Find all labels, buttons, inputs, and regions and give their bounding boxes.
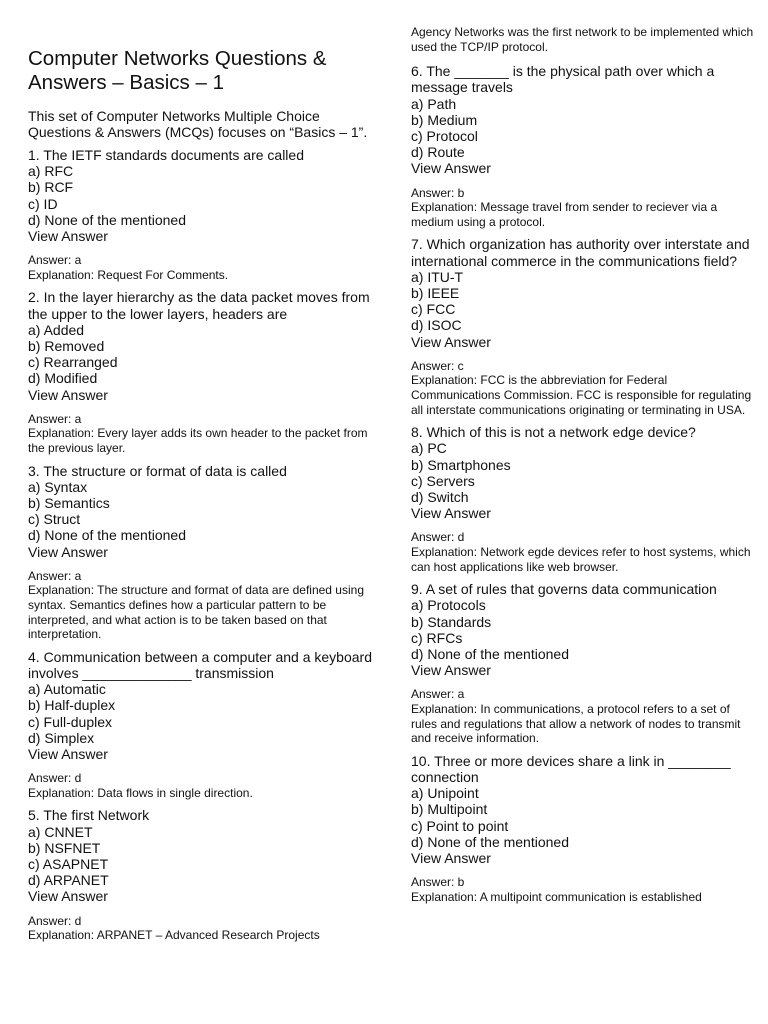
answer-option: b) Multipoint bbox=[411, 801, 488, 818]
view-answer-link[interactable]: View Answer bbox=[411, 662, 491, 679]
answer-text: Answer: d bbox=[411, 530, 465, 545]
answer-option: d) None of the mentioned bbox=[28, 211, 186, 228]
view-answer-link[interactable]: View Answer bbox=[28, 746, 108, 763]
answer-option: b) Smartphones bbox=[411, 456, 511, 473]
answer-option: d) ISOC bbox=[411, 317, 462, 334]
continued-explanation: Agency Networks was the first network to be implemented which used the TCP/IP protocol. bbox=[411, 25, 754, 54]
answer-text: Answer: a bbox=[28, 253, 82, 268]
question-stem: 2. In the layer hierarchy as the data packet moves from the upper to the lower layers, headers are bbox=[28, 289, 370, 322]
question-stem: 6. The _______ is the physical path over which a message travels bbox=[411, 63, 715, 96]
question-stem: 7. Which organization has authority over interstate and international commerce in the communications field? bbox=[411, 236, 750, 269]
answer-option: c) RFCs bbox=[411, 629, 463, 646]
answer-option: d) None of the mentioned bbox=[28, 527, 186, 544]
question-block bbox=[411, 236, 756, 417]
answer-option: a) Automatic bbox=[28, 681, 106, 698]
question-block bbox=[411, 63, 756, 229]
answer-option: c) Rearranged bbox=[28, 354, 118, 371]
explanation-text: Explanation: Data flows in single direction. bbox=[28, 785, 253, 800]
answer-option: a) CNNET bbox=[28, 823, 93, 840]
question-block bbox=[411, 753, 756, 905]
question-block bbox=[28, 463, 373, 642]
page-title: Computer Networks Questions & Answers – Basics – 1 bbox=[28, 47, 327, 94]
answer-option: c) Protocol bbox=[411, 128, 478, 144]
answer-text: Answer: a bbox=[411, 687, 465, 702]
answer-option: b) Medium bbox=[411, 111, 478, 128]
answer-text: Answer: d bbox=[28, 771, 82, 786]
intro-text: This set of Computer Networks Multiple Choice Questions & Answers (MCQs) focuses on “Basics – 1”. bbox=[28, 108, 368, 140]
answer-option: b) NSFNET bbox=[28, 839, 101, 856]
answer-option: b) Semantics bbox=[28, 495, 110, 512]
answer-option: d) Simplex bbox=[28, 729, 95, 746]
answer-option: d) Modified bbox=[28, 370, 98, 387]
answer-text: Answer: a bbox=[28, 568, 82, 583]
view-answer-link[interactable]: View Answer bbox=[411, 505, 491, 522]
answer-option: a) Syntax bbox=[28, 478, 88, 495]
answer-option: b) Half-duplex bbox=[28, 697, 116, 714]
view-answer-link[interactable]: View Answer bbox=[411, 333, 491, 350]
answer-option: a) Unipoint bbox=[411, 785, 479, 802]
question-block bbox=[28, 807, 373, 942]
answer-option: d) ARPANET bbox=[28, 872, 109, 889]
explanation-text: Explanation: Every layer adds its own header to the packet from the previous layer. bbox=[28, 426, 368, 456]
explanation-text: Explanation: FCC is the abbreviation for Federal Communications Commission. FCC is responsible for regulating all interstate communications originating or terminating in USA. bbox=[411, 373, 752, 417]
answer-option: d) None of the mentioned bbox=[411, 646, 569, 662]
answer-text: Answer: b bbox=[411, 875, 465, 890]
question-block bbox=[411, 424, 756, 574]
view-answer-link[interactable]: View Answer bbox=[411, 160, 491, 177]
answer-text: Answer: b bbox=[411, 185, 465, 200]
question-stem: 1. The IETF standards documents are called bbox=[28, 147, 304, 163]
view-answer-link[interactable]: View Answer bbox=[28, 543, 108, 560]
explanation-text: Explanation: Network egde devices refer to host systems, which can host applications like web browser. bbox=[411, 545, 751, 574]
question-stem: 5. The first Network bbox=[28, 807, 150, 824]
explanation-text: Explanation: In communications, a protocol refers to a set of rules and regulations that allow a network of nodes to transmit and receive information. bbox=[411, 702, 741, 746]
question-stem: 3. The structure or format of data is called bbox=[28, 462, 287, 479]
explanation-text: Explanation: Message travel from sender to reciever via a medium using a protocol. bbox=[411, 200, 718, 229]
answer-option: b) Standards bbox=[411, 613, 492, 630]
answer-option: c) Struct bbox=[28, 511, 81, 528]
answer-option: b) IEEE bbox=[411, 285, 460, 301]
explanation-text: Explanation: A multipoint communication is established bbox=[411, 889, 702, 904]
right-column bbox=[411, 25, 756, 911]
view-answer-link[interactable]: View Answer bbox=[28, 386, 108, 403]
answer-option: c) Servers bbox=[411, 472, 475, 489]
right-question-list bbox=[411, 63, 756, 904]
answer-option: a) Path bbox=[411, 95, 457, 112]
question-stem: 10. Three or more devices share a link in ________ connection bbox=[411, 752, 731, 785]
view-answer-link[interactable]: View Answer bbox=[28, 888, 108, 905]
answer-option: d) None of the mentioned bbox=[411, 833, 569, 850]
answer-text: Answer: d bbox=[28, 913, 82, 928]
answer-text: Answer: c bbox=[411, 358, 464, 373]
answer-option: c) FCC bbox=[411, 301, 456, 318]
explanation-text: Explanation: Request For Comments. bbox=[28, 267, 229, 282]
answer-option: c) ASAPNET bbox=[28, 856, 109, 873]
question-stem: 9. A set of rules that governs data communication bbox=[411, 581, 717, 598]
answer-option: b) RCF bbox=[28, 179, 74, 196]
answer-text: Answer: a bbox=[28, 411, 82, 426]
answer-option: b) Removed bbox=[28, 338, 105, 355]
answer-option: d) Route bbox=[411, 144, 465, 161]
view-answer-link[interactable]: View Answer bbox=[411, 850, 491, 866]
answer-option: a) ITU-T bbox=[411, 268, 464, 285]
left-question-list bbox=[28, 147, 373, 943]
answer-option: a) PC bbox=[411, 440, 447, 457]
answer-option: c) Point to point bbox=[411, 817, 509, 834]
question-block bbox=[28, 147, 373, 282]
answer-option: a) Protocols bbox=[411, 597, 486, 614]
view-answer-link[interactable]: View Answer bbox=[28, 228, 108, 245]
question-stem: 8. Which of this is not a network edge device? bbox=[411, 424, 696, 441]
explanation-text: Explanation: The structure and format of data are defined using syntax. Semantics defines how a particular pattern to be interpreted, and what action is to be taken based on that interpretation. bbox=[28, 583, 364, 642]
question-block bbox=[28, 289, 373, 455]
question-block bbox=[411, 581, 756, 746]
answer-option: a) Added bbox=[28, 321, 85, 338]
answer-option: c) ID bbox=[28, 195, 58, 212]
left-column bbox=[28, 47, 373, 950]
answer-option: d) Switch bbox=[411, 489, 469, 505]
answer-option: a) RFC bbox=[28, 163, 74, 180]
explanation-text: Explanation: ARPANET – Advanced Research Projects bbox=[28, 928, 320, 943]
answer-option: c) Full-duplex bbox=[28, 713, 113, 730]
question-stem: 4. Communication between a computer and a keyboard involves ______________ transmission bbox=[28, 648, 372, 681]
question-block bbox=[28, 649, 373, 801]
